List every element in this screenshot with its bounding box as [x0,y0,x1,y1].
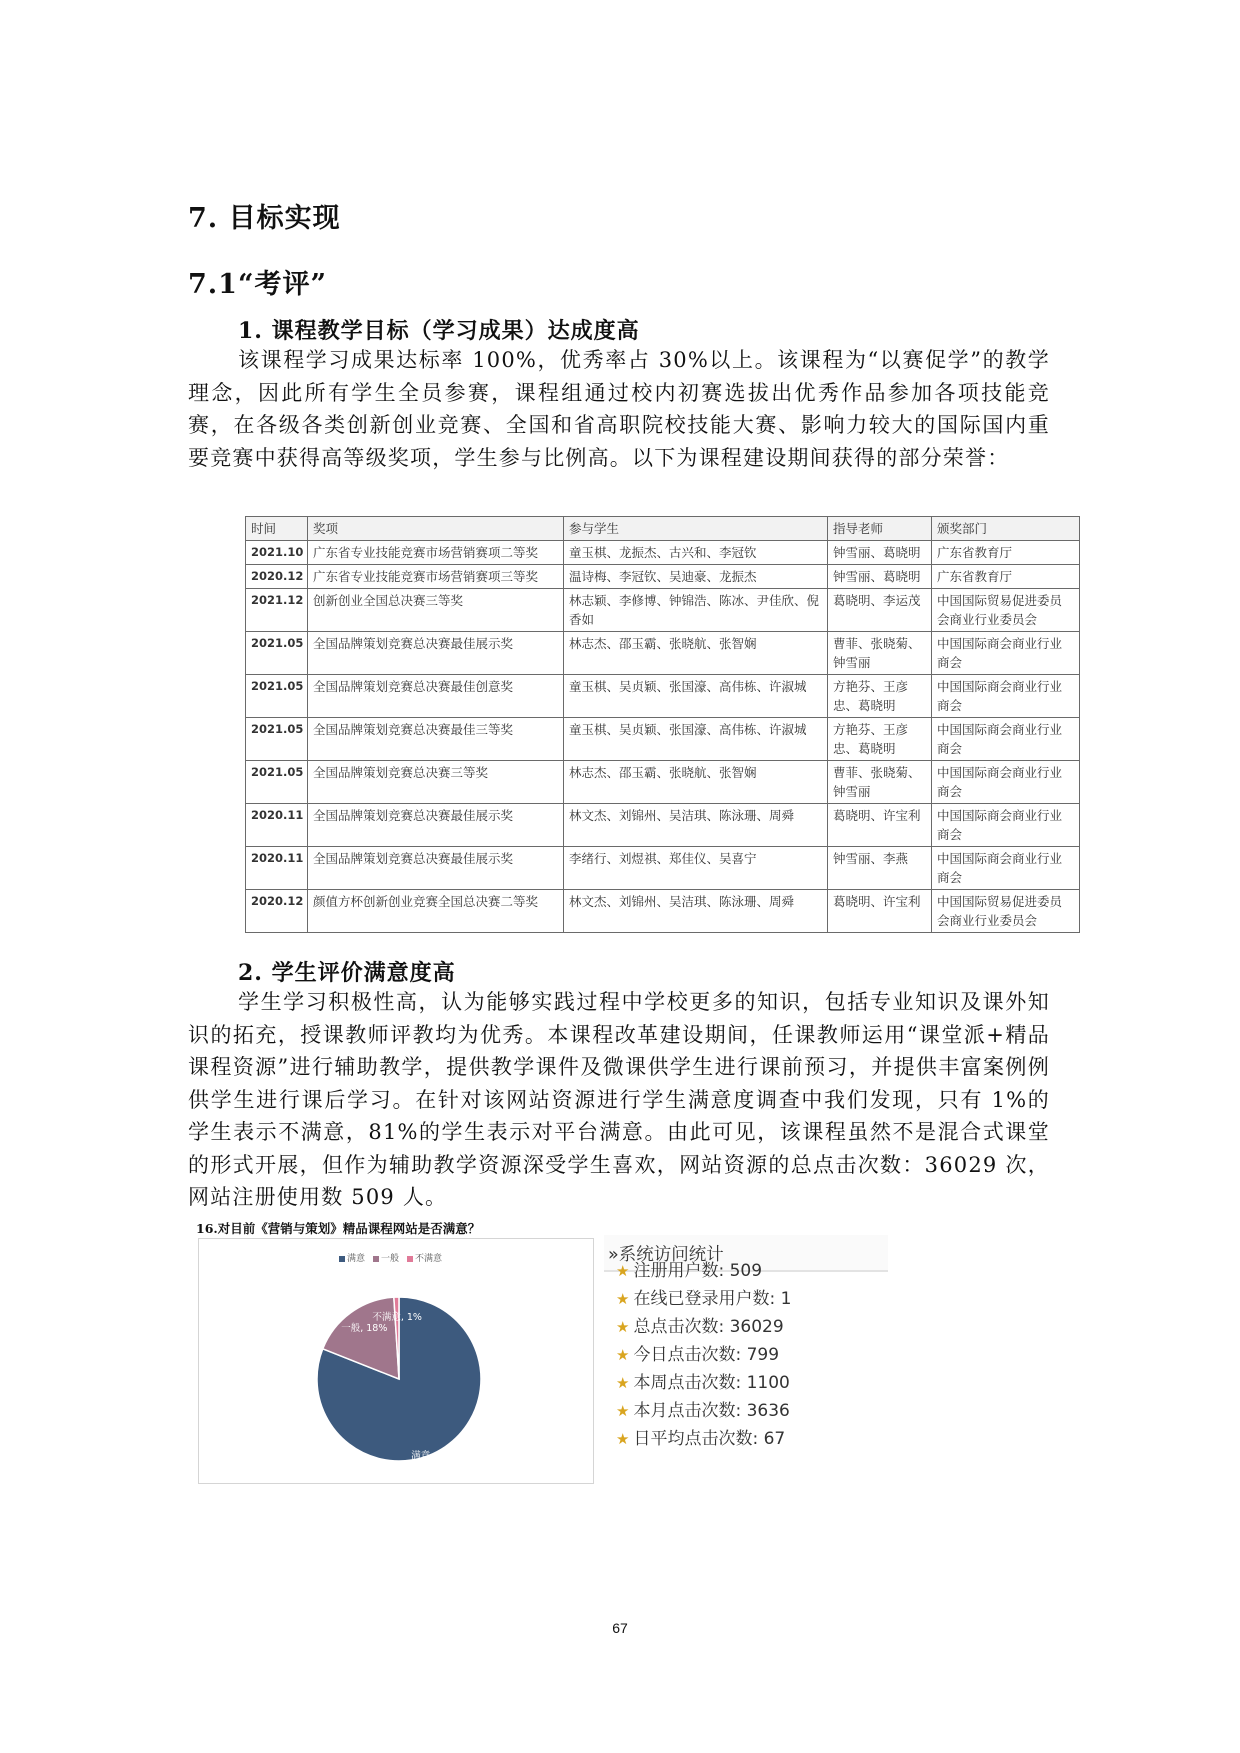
cell-time: 2021.12 [246,589,308,632]
cell-issuer: 中国国际商会商业行业商会 [932,718,1080,761]
cell-students: 林志杰、邵玉霸、张晓航、张智娴 [564,632,828,675]
awards-table [245,516,1080,933]
legend-label: 不满意 [415,1254,443,1264]
cell-time: 2020.11 [246,847,308,890]
page-number: 67 [612,1620,628,1636]
stats-item [616,1340,779,1365]
stats-item-label: 本周点击次数: 1100 [633,1373,790,1393]
cell-advisors: 方艳芬、王彦忠、葛晓明 [828,718,932,761]
header-students: 参与学生 [564,517,828,541]
cell-advisors: 曹菲、张晓菊、钟雪丽 [828,761,932,804]
table-row [246,541,1080,565]
cell-award: 全国品牌策划竞赛总决赛三等奖 [308,761,564,804]
star-icon: ★ [616,1318,630,1336]
star-icon: ★ [616,1402,630,1420]
cell-advisors: 钟雪丽、李燕 [828,847,932,890]
cell-advisors: 葛晓明、李运茂 [828,589,932,632]
cell-students: 童玉棋、吴贞颖、张国濠、高伟栋、许淑城 [564,718,828,761]
cell-issuer: 中国国际商会商业行业商会 [932,804,1080,847]
section-title: 7. 目标实现 [188,203,341,234]
table-row [246,847,1080,890]
cell-students: 林文杰、刘锦州、吴洁琪、陈泳珊、周舜 [564,804,828,847]
subsection-title: 7.1“考评” [188,269,328,300]
cell-students: 林志颖、李修博、钟锦浩、陈冰、尹佳欣、倪香如 [564,589,828,632]
header-time: 时间 [246,517,308,541]
cell-issuer: 中国国际商会商业行业商会 [932,675,1080,718]
cell-award: 全国品牌策划竞赛总决赛最佳三等奖 [308,718,564,761]
cell-award: 广东省专业技能竞赛市场营销赛项三等奖 [308,565,564,589]
item2-heading: 2. 学生评价满意度高 [238,960,456,986]
table-row [246,565,1080,589]
cell-time: 2020.11 [246,804,308,847]
table-row [246,675,1080,718]
cell-award: 全国品牌策划竞赛总决赛最佳展示奖 [308,804,564,847]
stats-panel [604,1235,888,1495]
stats-item-label: 今日点击次数: 799 [633,1345,780,1365]
cell-students: 温诗梅、李冠钦、吴迪豪、龙振杰 [564,565,828,589]
cell-students: 童玉棋、龙振杰、古兴和、李冠钦 [564,541,828,565]
stats-item [616,1424,785,1449]
star-icon: ★ [616,1374,630,1392]
pie-data-label: 不满意, 1% [372,1311,422,1323]
table-row [246,589,1080,632]
pie-chart-svg [199,1239,595,1485]
cell-award: 全国品牌策划竞赛总决赛最佳展示奖 [308,847,564,890]
cell-students: 林志杰、邵玉霸、张晓航、张智娴 [564,761,828,804]
cell-students: 林文杰、刘锦州、吴洁琪、陈泳珊、周舜 [564,890,828,933]
item1-paragraph: 该课程学习成果达标率 100%，优秀率占 30%以上。该课程为“以赛促学”的教学理念，因此所有学生全员参赛，课程组通过校内初赛选拔出优秀作品参加各项技能竞赛，在各级各类创新创业竞赛、全国和省高职院校技能大赛、影响力较大的国际国内重要竞赛中获得高等级奖项，学生参与比例高。以下为课程建设期间获得的部分荣誉： [188,348,1050,470]
cell-award: 全国品牌策划竞赛总决赛最佳创意奖 [308,675,564,718]
star-icon: ★ [616,1290,630,1308]
item2-paragraph: 学生学习积极性高，认为能够实践过程中学校更多的知识，包括专业知识及课外知识的拓充，授课教师评教均为优秀。本课程改革建设期间，任课教师运用“课堂派+精品课程资源”进行辅助教学，提供教学课件及微课供学生进行课前预习，并提供丰富案例例供学生进行课后学习。在针对该网站资源进行学生满意度调查中我们发现，只有 1%的学生表示不满意，81%的学生表示对平台满意。由此可见，该课程虽然不是混合式课堂的形式开展，但作为辅助教学资源深受学生喜欢，网站资源的总点击次数：36029 次，网站注册使用数 509 人。 [188,990,1050,1209]
stats-item-label: 日平均点击次数: 67 [633,1429,786,1449]
cell-issuer: 广东省教育厅 [932,565,1080,589]
chart-question: 16.对目前《营销与策划》精品课程网站是否满意？ [196,1221,481,1236]
table-row [246,890,1080,933]
cell-advisors: 曹菲、张晓菊、钟雪丽 [828,632,932,675]
table-row [246,804,1080,847]
cell-award: 创新创业全国总决赛三等奖 [308,589,564,632]
stats-item [616,1396,790,1421]
stats-item [616,1368,790,1393]
header-issuer: 颁奖部门 [932,517,1080,541]
stats-title: »系统访问统计 [604,1235,888,1272]
cell-time: 2021.10 [246,541,308,565]
stats-item [616,1312,784,1337]
cell-award: 颜值方杯创新创业竞赛全国总决赛二等奖 [308,890,564,933]
table-row [246,632,1080,675]
stats-item-label: 注册用户数: 509 [633,1261,763,1281]
pie-chart [198,1238,594,1484]
legend-label: 满意 [347,1254,366,1264]
cell-issuer: 中国国际贸易促进委员会商业行业委员会 [932,890,1080,933]
cell-issuer: 广东省教育厅 [932,541,1080,565]
table-row [246,761,1080,804]
cell-time: 2020.12 [246,565,308,589]
pie-data-label: 满意, 81% [411,1450,458,1462]
cell-time: 2021.05 [246,718,308,761]
cell-students: 李绪行、刘煜祺、郑佳仪、吴喜宁 [564,847,828,890]
star-icon: ★ [616,1346,630,1364]
star-icon: ★ [616,1430,630,1448]
cell-issuer: 中国国际商会商业行业商会 [932,847,1080,890]
cell-advisors: 葛晓明、许宝利 [828,804,932,847]
cell-advisors: 钟雪丽、葛晓明 [828,541,932,565]
stats-item-label: 总点击次数: 36029 [633,1317,784,1337]
cell-advisors: 方艳芬、王彦忠、葛晓明 [828,675,932,718]
cell-students: 童玉棋、吴贞颖、张国濠、高伟栋、许淑城 [564,675,828,718]
cell-issuer: 中国国际商会商业行业商会 [932,632,1080,675]
stats-item [616,1256,762,1281]
cell-issuer: 中国国际商会商业行业商会 [932,761,1080,804]
cell-award: 全国品牌策划竞赛总决赛最佳展示奖 [308,632,564,675]
table-header-row [246,517,1080,541]
header-award: 奖项 [308,517,564,541]
pie-data-label: 一般, 18% [341,1323,388,1335]
legend-label: 一般 [381,1254,400,1264]
cell-time: 2021.05 [246,675,308,718]
cell-advisors: 钟雪丽、葛晓明 [828,565,932,589]
cell-time: 2020.12 [246,890,308,933]
table-row [246,718,1080,761]
cell-advisors: 葛晓明、许宝利 [828,890,932,933]
cell-time: 2021.05 [246,761,308,804]
stats-item-label: 本月点击次数: 3636 [633,1401,790,1421]
item1-heading: 1. 课程教学目标（学习成果）达成度高 [238,318,640,344]
star-icon: ★ [616,1262,630,1280]
stats-item-label: 在线已登录用户数: 1 [633,1289,792,1309]
cell-award: 广东省专业技能竞赛市场营销赛项二等奖 [308,541,564,565]
header-advisors: 指导老师 [828,517,932,541]
cell-issuer: 中国国际贸易促进委员会商业行业委员会 [932,589,1080,632]
stats-item [616,1284,791,1309]
cell-time: 2021.05 [246,632,308,675]
